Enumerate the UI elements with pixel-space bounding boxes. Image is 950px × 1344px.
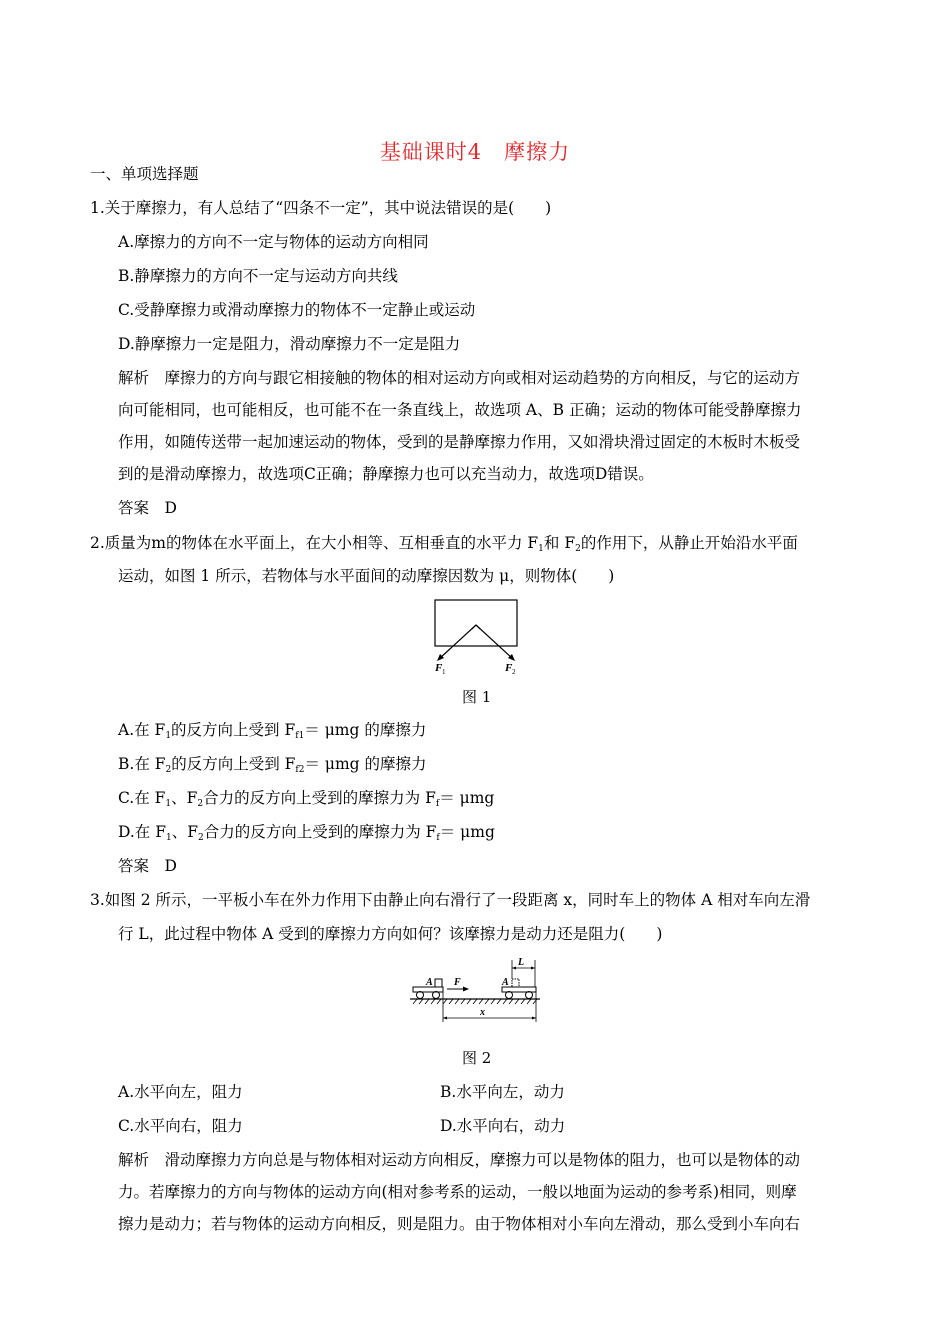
q1-stem: 1.关于摩擦力，有人总结了“四条不一定”，其中说法错误的是( ) bbox=[90, 199, 552, 217]
q3-analysis-line: 擦力是动力；若与物体的运动方向相反，则是阻力。由于物体相对小车向左滑动，那么受到小车向右 bbox=[118, 1215, 801, 1233]
svg-text:1: 1 bbox=[442, 668, 446, 676]
figure-1-caption: 图 1 bbox=[462, 688, 492, 706]
q2-option-a: A.在 $F_1$的反方向上受到 $F_{f1}= \mu mg$ 的摩擦力 bbox=[118, 721, 427, 741]
label-l: L bbox=[518, 957, 525, 968]
svg-text:2: 2 bbox=[512, 668, 516, 676]
q1-analysis-line: 向可能相同，也可能相反，也可能不在一条直线上，故选项 A、B 正确；运动的物体可能受静摩擦力 bbox=[118, 401, 802, 419]
q2-stem: 2.质量为m的物体在水平面上，在大小相等、互相垂直的水平力 $F_1$和 $F_2$的作用下，从静止开始沿水平面 bbox=[90, 534, 798, 554]
q2-option-b: B.在 $F_2$的反方向上受到 $F_{f2}= \mu mg$ 的摩擦力 bbox=[118, 755, 427, 775]
block-a-start bbox=[435, 979, 442, 987]
figure-2 bbox=[405, 950, 545, 1030]
force-f2-arrow bbox=[476, 625, 513, 659]
figure-1 bbox=[425, 595, 525, 680]
q2-answer: 答案 D bbox=[118, 857, 177, 875]
q2-stem-line2: 运动，如图 1 所示，若物体与水平面间的动摩擦因数为 μ，则物体( ) bbox=[118, 567, 615, 585]
q1-answer: 答案 D bbox=[118, 499, 177, 517]
q3-option-c: C.水平向右，阻力 bbox=[118, 1117, 243, 1135]
q1-analysis-line: 解析 摩擦力的方向与跟它相接触的物体的相对运动方向或相对运动趋势的方向相反，与它的运动方 bbox=[118, 369, 801, 387]
label-f: F bbox=[454, 977, 461, 988]
label-f2: F bbox=[505, 662, 513, 674]
q2-option-d: D.在 $F_1$、$F_2$合力的反方向上受到的摩擦力为 $F_f= \mu mg$ bbox=[118, 823, 495, 843]
force-f1-arrow bbox=[439, 625, 476, 659]
block-a-end bbox=[512, 979, 519, 987]
label-x: x bbox=[480, 1007, 485, 1018]
q1-analysis-line: 作用，如随传送带一起加速运动的物体，受到的是静摩擦力作用，又如滑块滑过固定的木板时木板受 bbox=[118, 433, 801, 451]
label-f1: F bbox=[435, 662, 443, 674]
q1-analysis-line: 到的是滑动摩擦力，故选项C正确；静摩擦力也可以充当动力，故选项D错误。 bbox=[118, 465, 654, 483]
block-rect bbox=[435, 600, 517, 646]
q2-option-c: C.在 $F_1$、$F_2$合力的反方向上受到的摩擦力为 $F_f= \mu mg$ bbox=[118, 789, 495, 809]
page-title: 基础课时4 摩擦力 bbox=[379, 140, 571, 164]
q1-option-d: D.静摩擦力一定是阻力，滑动摩擦力不一定是阻力 bbox=[118, 335, 461, 353]
q1-option-c: C.受静摩擦力或滑动摩擦力的物体不一定静止或运动 bbox=[118, 301, 476, 319]
q3-option-a: A.水平向左，阻力 bbox=[118, 1083, 243, 1101]
q3-analysis-line: 解析 滑动摩擦力方向总是与物体相对运动方向相反，摩擦力可以是物体的阻力，也可以是物体的动 bbox=[118, 1151, 801, 1169]
label-a-end: A bbox=[502, 977, 509, 988]
section-heading: 一、单项选择题 bbox=[90, 165, 199, 183]
q3-stem: 3.如图 2 所示，一平板小车在外力作用下由静止向右滑行了一段距离 x，同时车上的物体 A 相对车向左滑 bbox=[90, 891, 811, 909]
q1-option-a: A.摩擦力的方向不一定与物体的运动方向相同 bbox=[118, 233, 429, 251]
q3-option-b: B.水平向左，动力 bbox=[440, 1083, 565, 1101]
q3-option-d: D.水平向右，动力 bbox=[440, 1117, 566, 1135]
q3-analysis-line: 力。若摩擦力的方向与物体的运动方向(相对参考系的运动，一般以地面为运动的参考系)相同，则摩 bbox=[118, 1183, 797, 1201]
label-a-start: A bbox=[426, 977, 433, 988]
figure-2-caption: 图 2 bbox=[462, 1049, 492, 1067]
q3-stem-line2: 行 L，此过程中物体 A 受到的摩擦力方向如何？该摩擦力是动力还是阻力( ) bbox=[118, 925, 663, 943]
q1-option-b: B.静摩擦力的方向不一定与运动方向共线 bbox=[118, 267, 398, 285]
